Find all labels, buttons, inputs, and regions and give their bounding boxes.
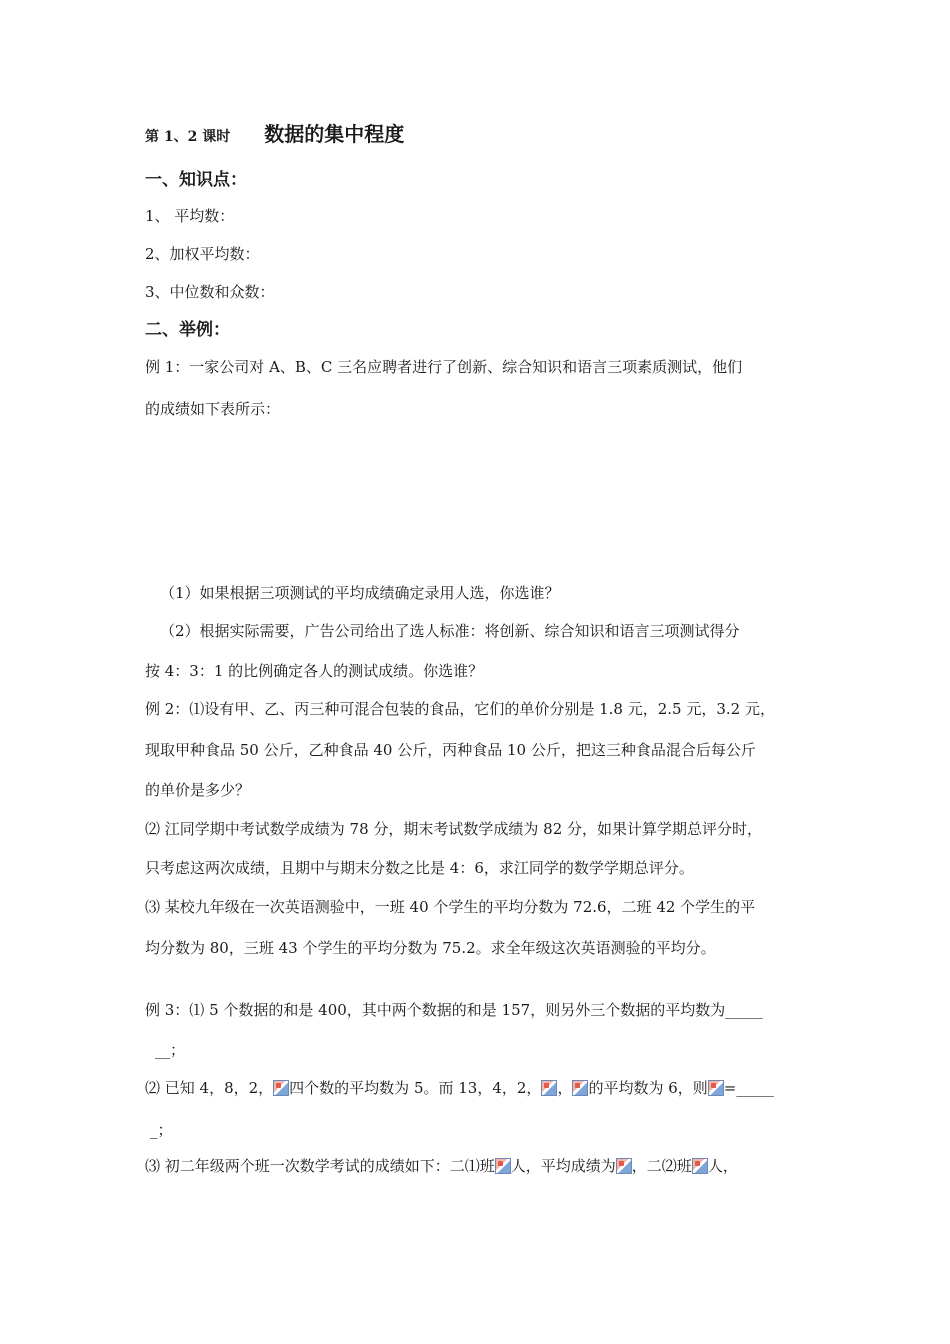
knowledge-item-1: 1、 平均数： xyxy=(145,207,235,225)
example3-line2-part4: 的平均数为 6，则 xyxy=(588,1079,708,1097)
example3-line3-part3: ，二⑵班 xyxy=(631,1157,692,1175)
section-heading-examples: 二、举例： xyxy=(145,320,230,340)
example3-line1-continued: __； xyxy=(155,1041,186,1059)
example2-line4: ⑵ 江同学期中考试数学成绩为 78 分，期末考试数学成绩为 82 分，如果计算学期总评分时， xyxy=(145,820,763,838)
broken-image-icon xyxy=(708,1080,724,1096)
example3-line1: 例 3：⑴ 5 个数据的和是 400，其中两个数据的和是 157，则另外三个数据的平均数为_____ xyxy=(145,1001,763,1019)
example3-line3 xyxy=(145,1156,738,1176)
example2-line5: 只考虑这两次成绩，且期中与期末分数之比是 4：6，求江同学的数学学期总评分。 xyxy=(145,859,694,877)
title-line xyxy=(145,124,404,147)
example1-question2a: （2）根据实际需要，广告公司给出了选人标准：将创新、综合知识和语言三项测试得分 xyxy=(160,622,740,640)
example2-line3: 的单价是多少？ xyxy=(145,781,251,799)
example2-line1: 例 2：⑴设有甲、乙、丙三种可混合包装的食品，它们的单价分别是 1.8 元，2.5 元，3.2 元， xyxy=(145,700,775,718)
example3-line2-part1: ⑵ 已知 4，8，2， xyxy=(145,1079,274,1097)
broken-image-icon xyxy=(616,1158,632,1174)
example2-line2: 现取甲种食品 50 公斤，乙种食品 40 公斤，丙种食品 10 公斤，把这三种食品混合后每公斤 xyxy=(145,741,756,759)
example3-line3-part1: ⑶ 初二年级两个班一次数学考试的成绩如下：二⑴班 xyxy=(145,1157,495,1175)
broken-image-icon xyxy=(692,1158,708,1174)
page-title: 数据的集中程度 xyxy=(264,122,405,146)
broken-image-icon xyxy=(273,1080,289,1096)
example1-question1: （1）如果根据三项测试的平均成绩确定录用人选，你选谁？ xyxy=(160,584,560,602)
example3-line2-part3: ， xyxy=(557,1079,573,1097)
example1-line1: 例 1：一家公司对 A、B、C 三名应聘者进行了创新、综合知识和语言三项素质测试，他们 xyxy=(145,358,743,376)
example3-line3-part2: 人，平均成绩为 xyxy=(510,1157,616,1175)
example3-line3-part4: 人， xyxy=(707,1157,738,1175)
example1-question2b: 按 4：3：1 的比例确定各人的测试成绩。你选谁？ xyxy=(145,662,484,680)
example2-line7: 均分数为 80，三班 43 个学生的平均分数为 75.2。求全年级这次英语测验的平均分。 xyxy=(145,939,716,957)
example3-line2 xyxy=(145,1078,774,1098)
knowledge-item-2: 2、加权平均数： xyxy=(145,245,260,263)
example3-line2-part2: 四个数的平均数为 5。而 13，4，2， xyxy=(289,1079,542,1097)
broken-image-icon xyxy=(572,1080,588,1096)
knowledge-item-3: 3、中位数和众数： xyxy=(145,283,275,301)
example1-line2: 的成绩如下表所示： xyxy=(145,400,281,418)
lesson-label: 第 1、2 课时 xyxy=(145,129,231,145)
example2-line6: ⑶ 某校九年级在一次英语测验中，一班 40 个学生的平均分数为 72.6，二班 42 个学生的平 xyxy=(145,898,756,916)
section-heading-knowledge: 一、知识点： xyxy=(145,170,247,190)
broken-image-icon xyxy=(541,1080,557,1096)
example3-line2-part5: =_____ xyxy=(723,1079,774,1097)
example3-line2-continued: _； xyxy=(150,1121,173,1139)
broken-image-icon xyxy=(495,1158,511,1174)
